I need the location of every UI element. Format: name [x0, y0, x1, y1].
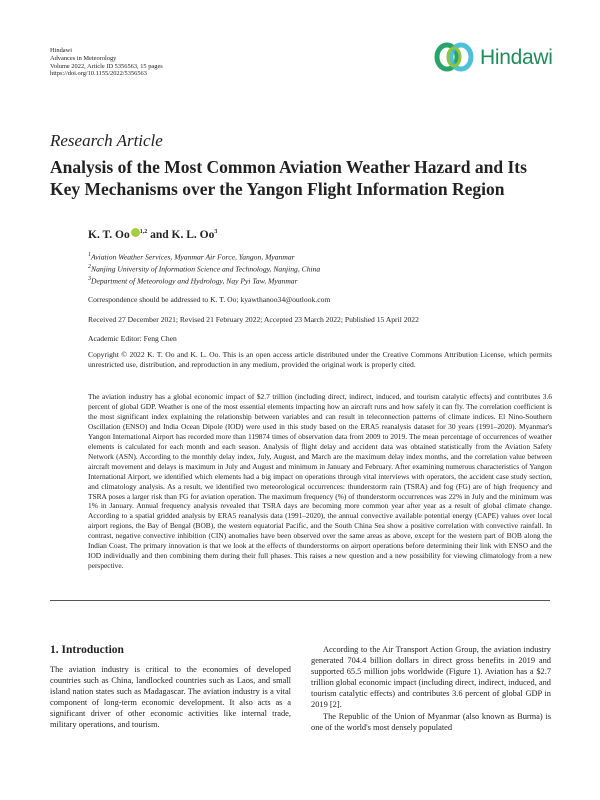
volume-line: Volume 2022, Article ID 5356563, 15 pages [50, 62, 163, 70]
doi-link[interactable]: https://doi.org/10.1155/2022/5356563 [50, 70, 147, 78]
author-name[interactable]: K. T. Oo [88, 229, 130, 241]
hindawi-logo-icon [434, 40, 476, 74]
affiliation-number: 1 [88, 252, 91, 258]
article-type: Research Article [50, 131, 163, 150]
body-column-right [311, 644, 551, 733]
publication-dates: Received 27 December 2021; Revised 21 February 2022; Accepted 23 March 2022; Published 15 April 2022 [88, 315, 419, 324]
author-name[interactable]: K. L. Oo [171, 229, 215, 241]
academic-editor: Academic Editor: Feng Chen [88, 334, 177, 343]
orcid-icon[interactable] [131, 228, 140, 237]
journal-name: Advances in Meteorology [50, 54, 117, 62]
author-affiliation-ref: 1,2 [139, 229, 148, 236]
affiliation-number: 2 [88, 264, 91, 270]
article-title: Analysis of the Most Common Aviation Weather Hazard and Its Key Mechanisms over the Yangon Flight Information Region [50, 157, 527, 199]
paragraph: The Republic of the Union of Myanmar (also known as Burma) is one of the world's most densely populated [311, 711, 551, 732]
body-column-left [50, 664, 291, 731]
logo-wordmark: Hindawi [480, 46, 553, 69]
affiliation [88, 264, 320, 274]
affiliation-number: 3 [88, 276, 91, 282]
affiliation-text: Nanjing University of Information Science and Technology, Nanjing, China [91, 264, 321, 274]
affiliation-text: Aviation Weather Services, Myanmar Air Force, Yangon, Myanmar [91, 252, 295, 262]
section-heading: 1. Introduction [50, 644, 124, 656]
affiliation [88, 252, 295, 262]
author-line [88, 228, 217, 241]
abstract: The aviation industry has a global economic impact of $2.7 trillion (including direct, indirect, induced, and tourism catalytic effects) and contributes 3.6 percent of global GDP. Weather is one of the most essential elements impacting how an aircraft runs and how safely it can fly. The correlation coefficient is the most significant index explaining the relationship between variables and can result in teleconnection patterns of climate indices. El Nino-Southern Oscillation (ENSO) and India Ocean Dipole (IOD) were used in this study based on the ERA5 reanalysis dataset for 30 years (1991–2020). Myanmar's Yangon International Airport has recorded more than 119874 times of observation data from 2009 to 2019. The mean percentage of occurrences of weather elements is calculated for each month and each season. Analysis of flight delay and accident data was obtained statistically from the Aviation Safety Network (ASN). According to the monthly delay index, July, August, and March are the maximum delay index months, and the correlation value between aircraft movement and delays is maximum in July and August and minimum in January and February. After examining numerous characteristics of Yangon International Airport, we identified which elements had a big impact on operations through vital interviews with operators, the accident case study section, and climatology analysis. As a result, we identified two meteorological occurrences: thunderstorm rain (TSRA) and fog (FG) are of high frequency and TSRA poses a larger risk than FG for aviation operation. The maximum frequency (%) of thunderstorm occurrences was 22% in July and the minimum was 1% in January. Annual frequency analysis revealed that TSRA days are becoming more common year after year as a result of global climate change. According to a spatial gridded analysis by ERA5 reanalysis data (1991–2020), the annual convective available potential energy (CAPE) values over local airport regions, the Bay of Bengal (BOB), the western equatorial Pacific, and the South China Sea show a positive correlation with convective rainfall. In contrast, negative convective inhibition (CIN) anomalies have been observed over the same areas as above, except for the western part of BOB along the Indian Coast. The primary innovation is that we look at the effects of thunderstorms on airport operations before determining their link with ENSO and the IOD individually and then combining them during their full phases. This raises a new question and a new possibility for viewing climatology from a new perspective. [88, 392, 552, 571]
author-separator: and [147, 229, 172, 241]
journal-meta [50, 47, 163, 78]
hindawi-logo[interactable] [434, 40, 554, 76]
copyright-notice: Copyright © 2022 K. T. Oo and K. L. Oo. This is an open access article distributed under the Creative Commons Attribution License, which permits unrestricted use, distribution, and reproduction in any medium, provided the original work is properly cited. [88, 350, 552, 369]
affiliation [88, 276, 298, 286]
paragraph: The aviation industry is critical to the economies of developed countries such as China, landlocked countries such as Laos, and small island nation states such as Madagascar. The aviation industry is a vital component of long-term economic development. It also acts as a significant driver of other economic activities like internal trade, military operations, and tourism. [50, 665, 291, 730]
correspondence: Correspondence should be addressed to K. T. Oo; kyawthanoo34@outlook.com [88, 295, 331, 304]
affiliation-text: Department of Meteorology and Hydrology, Nay Pyi Taw, Myanmar [91, 276, 298, 286]
author-affiliation-ref: 3 [214, 229, 218, 236]
paragraph: According to the Air Transport Action Group, the aviation industry generated 704.4 billion dollars in direct gross benefits in 2019 and supported 65.5 million jobs worldwide (Figure 1). Aviation has a $2.7 trillion global economic impact (including direct, indirect, induced, and tourism catalytic effects) and contributes 3.6 percent of global GDP in 2019 [2]. [311, 645, 551, 710]
publisher-name: Hindawi [50, 47, 73, 54]
section-divider [50, 600, 550, 601]
